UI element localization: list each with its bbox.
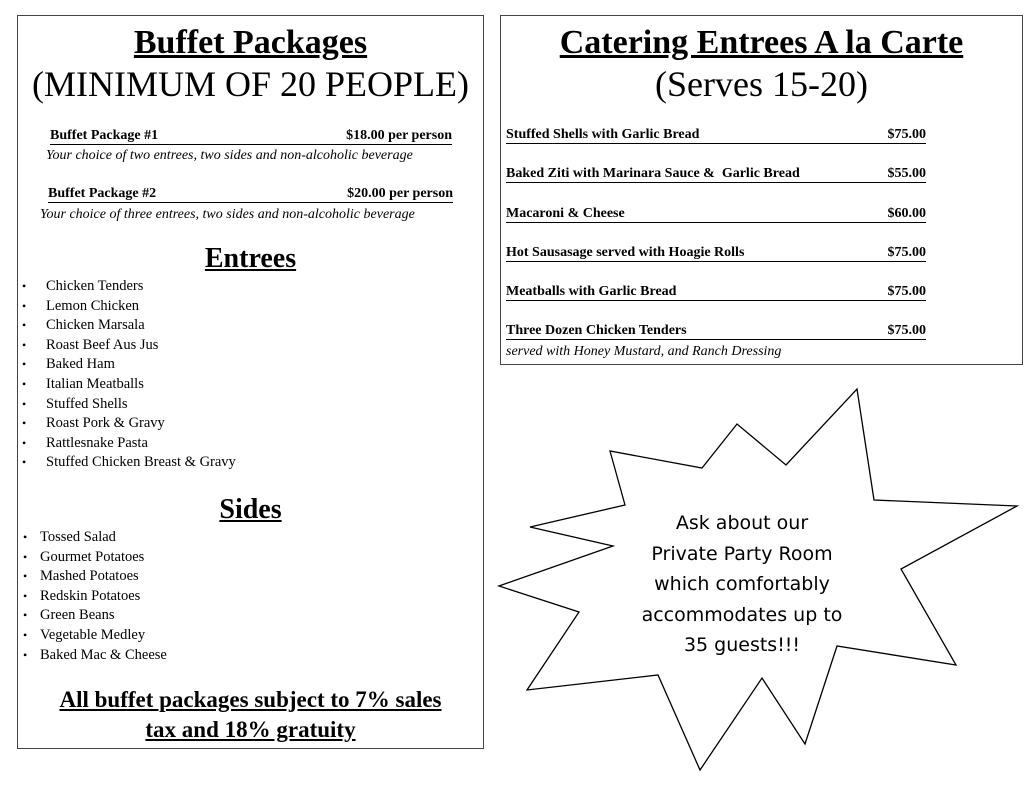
buffet-subtitle: (MINIMUM OF 20 PEOPLE) [31, 64, 469, 104]
catering-header [501, 23, 1022, 105]
buffet-title: Buffet Packages [133, 24, 368, 61]
catering-item-price: $75.00 [887, 284, 926, 299]
promo-line: Ask about our [675, 512, 809, 534]
list-item: • Green Beans [40, 606, 167, 626]
catering-item-name: Macaroni & Cheese [506, 206, 625, 221]
package-description: Your choice of two entrees, two sides and non-alcoholic beverage [46, 148, 413, 163]
catering-item [506, 166, 926, 183]
catering-item-note: served with Honey Mustard, and Ranch Dressing [506, 344, 782, 359]
tax-gratuity-note [18, 685, 483, 745]
catering-item-name: Meatballs with Garlic Bread [506, 284, 677, 299]
catering-item [506, 206, 926, 223]
promo-line: accommodates up to [641, 603, 843, 626]
catering-item [506, 245, 926, 262]
catering-item-name: Stuffed Shells with Garlic Bread [506, 127, 700, 142]
package-row [48, 186, 453, 203]
catering-panel [500, 15, 1023, 365]
catering-item [506, 323, 926, 340]
promo-line: which comfortably [654, 573, 830, 595]
list-item: • Mashed Potatoes [40, 567, 167, 587]
list-item: • Chicken Tenders [46, 277, 236, 297]
buffet-header [18, 23, 483, 105]
catering-item-name: Baked Ziti with Marinara Sauce & Garlic Bread [506, 166, 800, 181]
catering-item [506, 284, 926, 301]
list-item: • Tossed Salad [40, 528, 167, 548]
catering-item [506, 127, 926, 144]
list-item: • Redskin Potatoes [40, 587, 167, 607]
catering-item-price: $75.00 [887, 245, 926, 260]
catering-subtitle: (Serves 15-20) [655, 64, 868, 104]
promo-line: Private Party Room [651, 542, 833, 565]
list-item: • Italian Meatballs [46, 375, 236, 395]
list-item: • Gourmet Potatoes [40, 548, 167, 568]
list-item: • Stuffed Chicken Breast & Gravy [46, 453, 236, 473]
sides-list [40, 528, 167, 665]
list-item: • Roast Beef Aus Jus [46, 336, 236, 356]
catering-item-price: $60.00 [887, 206, 926, 221]
package-description: Your choice of three entrees, two sides and non-alcoholic beverage [40, 207, 415, 222]
catering-title: Catering Entrees A la Carte [559, 24, 964, 61]
package-price: $18.00 per person [346, 128, 452, 143]
list-item: • Baked Ham [46, 355, 236, 375]
catering-item-name: Hot Sausasage served with Hoagie Rolls [506, 245, 745, 260]
list-item: • Roast Pork & Gravy [46, 414, 236, 434]
tax-note-line: All buffet packages subject to 7% sales [59, 687, 442, 712]
entrees-list [46, 277, 236, 473]
tax-note-line: tax and 18% gratuity [145, 717, 356, 742]
list-item: • Baked Mac & Cheese [40, 646, 167, 666]
buffet-packages-panel [17, 15, 484, 749]
catering-item-price: $75.00 [887, 323, 926, 338]
catering-item-price: $75.00 [887, 127, 926, 142]
list-item: • Rattlesnake Pasta [46, 434, 236, 454]
private-party-promo [620, 508, 864, 661]
sides-heading: Sides [219, 494, 282, 525]
package-name: Buffet Package #2 [48, 186, 157, 201]
package-name: Buffet Package #1 [50, 128, 159, 143]
package-row [50, 128, 452, 145]
catering-item-name: Three Dozen Chicken Tenders [506, 323, 687, 338]
list-item: • Lemon Chicken [46, 297, 236, 317]
catering-item-price: $55.00 [887, 166, 926, 181]
list-item: • Vegetable Medley [40, 626, 167, 646]
list-item: • Chicken Marsala [46, 316, 236, 336]
promo-line: 35 guests!!! [683, 634, 801, 656]
package-price: $20.00 per person [347, 186, 453, 201]
list-item: • Stuffed Shells [46, 395, 236, 415]
entrees-heading: Entrees [204, 243, 297, 274]
